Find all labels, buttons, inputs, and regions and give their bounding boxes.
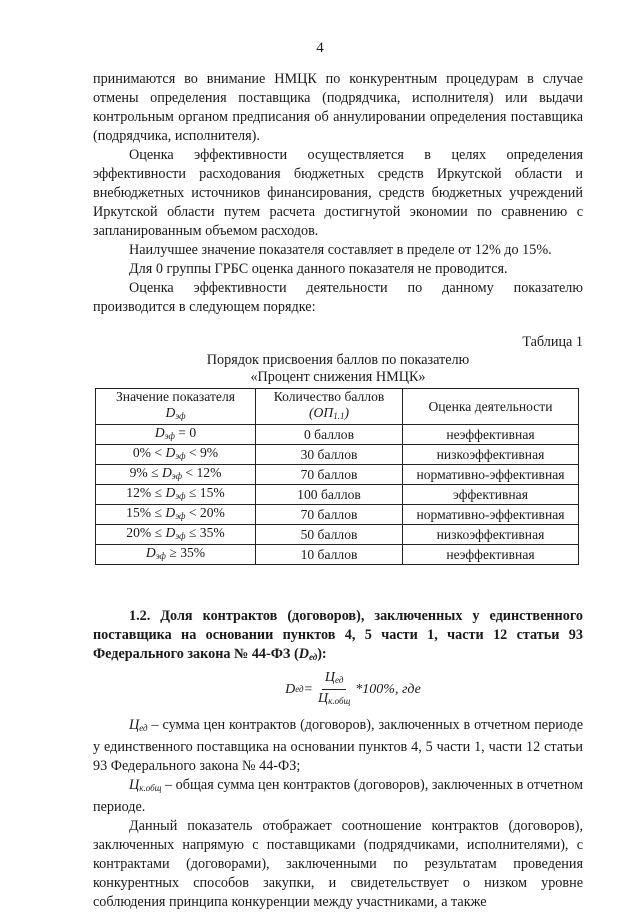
cell-indicator-range: $9\% \le D_{эф} < 12\%$ bbox=[96, 465, 256, 485]
formula-fraction: $\frac{Ц_{ед}}{Ц_{к.общ}}$ bbox=[318, 670, 351, 706]
cell-points: 70 баллов bbox=[256, 465, 403, 485]
paragraph-best-value: Наилучшее значение показателя составляет в пределе от 12% до 15%. bbox=[129, 242, 552, 258]
table-row bbox=[96, 445, 579, 465]
cell-points: 70 баллов bbox=[256, 505, 403, 525]
cell-rating: низкоэффективная bbox=[403, 525, 579, 545]
table-row bbox=[96, 485, 579, 505]
paragraph-indicator-meaning: Данный показатель отображает соотношение контрактов (договоров), заключенных напрямую с поставщиками (подрядчиками, исполнителями), с контрактами (договорами), заключенными по результатам проведения конкурентных способов закупки, и свидетельствует о низком уровне соблюдения принципа конкуренции между участниками, а также bbox=[93, 818, 583, 910]
table-row bbox=[96, 425, 579, 445]
header-activity-rating: Оценка деятельности bbox=[403, 389, 579, 425]
cell-points: 0 баллов bbox=[256, 425, 403, 445]
header-indicator-value: Значение показателя $D_{эф}$ bbox=[96, 389, 256, 425]
page-number: 4 bbox=[316, 40, 324, 56]
cell-indicator-range: $20\% \le D_{эф} \le 35\%$ bbox=[96, 525, 256, 545]
cell-rating: неэффективная bbox=[403, 545, 579, 565]
definition-total-sum: $Ц_{к.общ}$ – общая сумма цен контрактов (договоров), заключенных в отчетном периоде. bbox=[93, 777, 583, 815]
cell-rating: нормативно-эффективная bbox=[403, 465, 579, 485]
table-row bbox=[96, 545, 579, 565]
paragraph-efficiency-assessment: Оценка эффективности осуществляется в целях определения эффективности расходования бюджетных средств Иркутской области и внебюджетных источников финансирования, средств бюджетных учреждений Иркутской области путем расчета достигнутой экономии по сравнению с запланированным объемом расходов. bbox=[93, 147, 583, 239]
table-row bbox=[96, 525, 579, 545]
paragraph-continuation: принимаются во внимание НМЦК по конкурентным процедурам в случае отмены определения поставщика (подрядчика, исполнителя) или выдачи контрольным органом предписания об аннулировании определения поставщика (подрядчика, исполнителя). bbox=[93, 71, 583, 144]
cell-rating: эффективная bbox=[403, 485, 579, 505]
paragraph-group-zero: Для 0 группы ГРБС оценка данного показателя не проводится. bbox=[129, 261, 508, 277]
section-heading: 1.2. Доля контрактов (договоров), заключенных у единственного поставщика на основании пунктов 4, 5 части 1, части 12 статьи 93 Федерального закона № 44-ФЗ $(D_{ед})$: bbox=[93, 608, 583, 662]
cell-indicator-range: $D_{эф} \ge 35\%$ bbox=[96, 545, 256, 565]
cell-rating: низкоэффективная bbox=[403, 445, 579, 465]
cell-rating: нормативно-эффективная bbox=[403, 505, 579, 525]
table-row bbox=[96, 505, 579, 525]
cell-indicator-range: $15\% \le D_{эф} < 20\%$ bbox=[96, 505, 256, 525]
definition-single-supplier: $Ц_{ед}$ – сумма цен контрактов (договоров), заключенных в отчетном периоде у единственного поставщика на основании пунктов 4, 5 части 1, части 12 статьи 93 Федерального закона № 44-ФЗ; bbox=[93, 717, 583, 774]
cell-indicator-range: $D_{эф} = 0$ bbox=[96, 425, 256, 445]
table-title-line-1: Порядок присвоения баллов по показателю bbox=[206, 352, 470, 368]
table-caption: Таблица 1 bbox=[522, 334, 583, 350]
table-header-row bbox=[96, 389, 579, 425]
cell-points: 100 баллов bbox=[256, 485, 403, 505]
formula: D ед = $\frac{Ц_{ед}}{Ц_{к.общ}}$ *100%, где bbox=[123, 669, 583, 710]
table-title bbox=[93, 352, 583, 386]
table-title-line-2: «Процент снижения НМЦК» bbox=[250, 369, 426, 385]
cell-points: 10 баллов bbox=[256, 545, 403, 565]
cell-points: 50 баллов bbox=[256, 525, 403, 545]
cell-indicator-range: $12\% \le D_{эф} \le 15\%$ bbox=[96, 485, 256, 505]
cell-rating: неэффективная bbox=[403, 425, 579, 445]
score-table bbox=[95, 388, 579, 565]
cell-indicator-range: $0\% < D_{эф} < 9\%$ bbox=[96, 445, 256, 465]
document-body bbox=[93, 70, 583, 912]
cell-points: 30 баллов bbox=[256, 445, 403, 465]
header-points-count: Количество баллов $(ОП_{1.1})$ bbox=[256, 389, 403, 425]
paragraph-procedure: Оценка эффективности деятельности по данному показателю производится в следующем порядке: bbox=[93, 280, 583, 315]
table-row bbox=[96, 465, 579, 485]
